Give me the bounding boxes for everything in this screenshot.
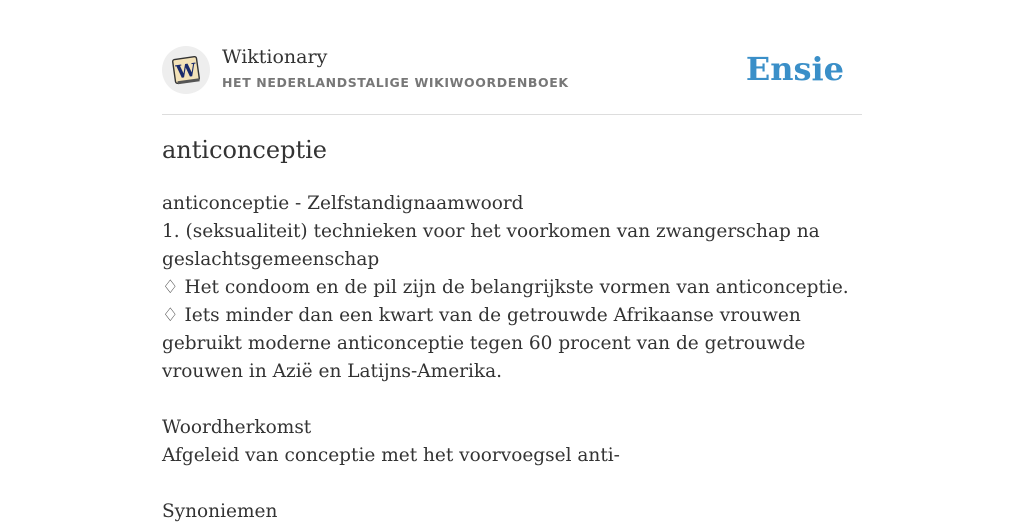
example-sentence: ♢ Iets minder dan een kwart van de getrouwde Afrikaanse vrouwen gebruikt moderne anticonceptie tegen 60 procent van de getrouwde vrouwen in Azië en Latijns-Amerika. — [162, 305, 806, 382]
etymology-text: Afgeleid van conceptie met het voorvoegsel anti- — [162, 445, 620, 466]
wiktionary-logo-icon-svg — [168, 52, 204, 88]
svg-text:W: W — [174, 59, 198, 84]
definition-text: 1. (seksualiteit) technieken voor het voorkomen van zwangerschap na geslachtsgemeenschap — [162, 221, 820, 270]
site-tagline: HET NEDERLANDSTALIGE WIKIWOORDENBOEK — [222, 75, 569, 90]
entry-body — [162, 190, 862, 526]
spacer — [162, 386, 862, 414]
page-title: anticonceptie — [162, 136, 327, 164]
ensie-brand-link[interactable]: Ensie — [745, 50, 844, 88]
synonyms-heading: Synoniemen — [162, 501, 278, 522]
site-header — [162, 44, 862, 115]
wiktionary-logo-icon[interactable] — [162, 46, 210, 94]
spacer — [162, 470, 862, 498]
definition-heading: anticonceptie - Zelfstandignaamwoord — [162, 193, 524, 214]
example-sentence: ♢ Het condoom en de pil zijn de belangrijkste vormen van anticonceptie. — [162, 277, 849, 298]
site-name[interactable]: Wiktionary — [222, 46, 328, 68]
etymology-heading: Woordherkomst — [162, 417, 312, 438]
